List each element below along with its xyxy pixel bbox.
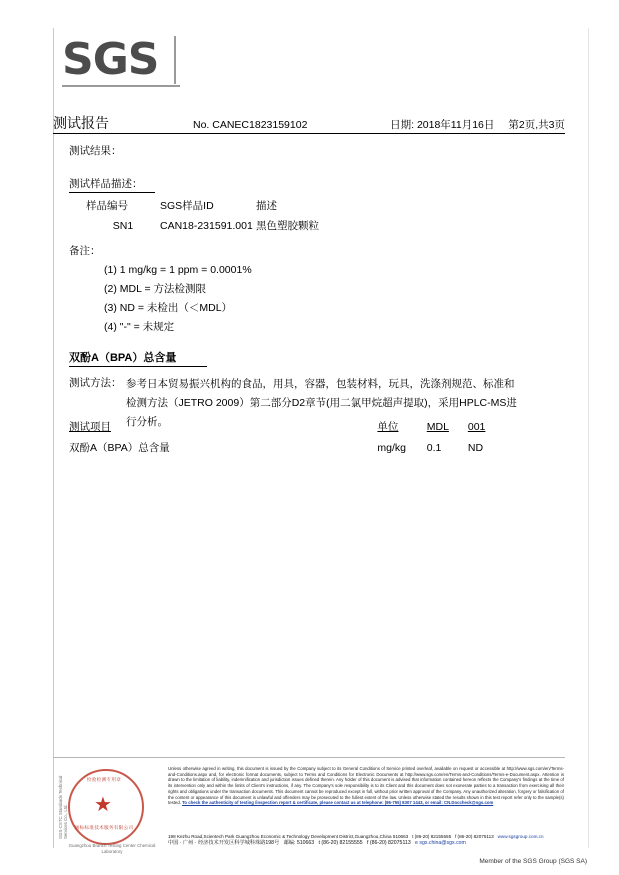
column-header-test-item: 测试项目 [69, 421, 111, 433]
column-header-sample-no: 样品编号 [86, 200, 128, 212]
cell-description: 黑色塑胶颗粒 [256, 220, 319, 232]
method-label: 测试方法： [69, 377, 122, 389]
cell-result: ND [467, 441, 484, 454]
page-indicator: 第2页,共3页 [508, 119, 565, 131]
sample-description-label: 测试样品描述： [69, 178, 143, 190]
column-header-sgs-id: SGS样品ID [160, 200, 214, 212]
list-item: (4) "-" = 未规定 [104, 321, 175, 333]
sgs-logo [62, 34, 182, 87]
table-row [86, 217, 396, 233]
table-row [69, 437, 509, 455]
contact-block [168, 833, 564, 847]
cell-test-item: 双酚A（BPA）总含量 [69, 442, 170, 454]
list-item: (3) ND = 未检出（＜MDL） [104, 302, 233, 314]
address-en: 198 Kezhu Road,Scientech Park Guangzhou Economic & Technology Development District,Guangzhou,China 510663 [168, 834, 409, 839]
report-date: 日期: 2018年11月16日 [390, 119, 495, 131]
zip-cn: 邮编: 510663 [283, 840, 315, 846]
sample-description-underline [69, 192, 155, 193]
column-header-description: 描述 [256, 200, 277, 212]
cell-unit: mg/kg [377, 441, 406, 454]
star-icon: ★ [94, 794, 112, 816]
list-item: (1) 1 mg/kg = 1 ppm = 0.0001% [104, 264, 252, 276]
fax-en: f (86-20) 82075113 [454, 834, 494, 839]
member-note: Member of the SGS Group (SGS SA) [479, 858, 587, 865]
report-number: No. CANEC1823159102 [193, 119, 308, 131]
sample-description-table [86, 198, 396, 233]
cell-sgs-id: CAN18-231591.001 [160, 219, 253, 232]
header-divider [53, 133, 565, 134]
cell-sample-no: SN1 [112, 219, 134, 232]
contact-line-en [168, 833, 564, 840]
legal-doccheck-note[interactable]: To check the authenticity of testing /inspection report & certificate, please contact us at telephone: (86-755) 8307 1443, or email: CN.Doccheck@sgs.com [182, 800, 494, 806]
stamp-arc-top-text: 检验检测专用章 [86, 777, 122, 782]
website-en[interactable]: www.sgsgroup.com.cn [497, 834, 544, 839]
footer-divider [53, 757, 565, 758]
legal-terms [168, 766, 564, 806]
company-stamp [58, 767, 164, 854]
table-header-row [86, 198, 396, 217]
column-header-sample-001: 001 [467, 420, 486, 433]
sgs-logo-divider [174, 36, 176, 84]
stamp-arc-bottom-text: 通标标准技术服务有限公司 [74, 825, 134, 830]
cell-mdl: 0.1 [426, 441, 442, 454]
bpa-section-underline [69, 366, 207, 367]
column-header-unit: 单位 [377, 421, 399, 433]
bpa-result-table [69, 419, 509, 455]
remarks-label: 备注： [69, 245, 101, 257]
legal-body: Unless otherwise agreed in writing, this document is issued by the Company subject to its General Conditions of Service printed overleaf, available on request or accessible at http://www.sgs.com/en/Terms-and-Conditions.aspx and, for electronic format documents, subject to Terms and Conditions for Electronic Documents at http://www.sgs.com/en/Terms-and-Conditions/Terms-e-Document.aspx. Attention is drawn to the limitation of liability, indemnification and jurisdiction issues defined therein. Any holder of this document is advised that information contained hereon reflects the Company's findings at the time of its intervention only and within the limits of Client's instructions, if any. The Company's sole responsibility is to its Client and this document does not exonerate parties to a transaction from exercising all their rights and obligations under the transaction documents. This document cannot be reproduced except in full, without prior written approval of the Company. Any unauthorized alteration, forgery or falsification of the content or appearance of this document is unlawful and offenders may be prosecuted to the fullest extent of the law. Unless otherwise stated the results shown in this test report refer only to the sample(s) tested. [168, 766, 564, 806]
report-header [53, 113, 565, 133]
address-cn: 中国 · 广州 · 经济技术开发区科学城科珠路198号 [168, 840, 280, 846]
method-text: 参考日本贸易振兴机构的食品，用具，容器，包装材料，玩具，洗涤剂规范、标准和检测方法（JETRO 2009）第二部分D2章节(用二氯甲烷超声提取)，采用HPLC-MS进行分析。 [126, 378, 517, 428]
fax-cn: f (86-20) 82075113 [366, 840, 411, 846]
sgs-logo-text: SGS [62, 34, 159, 85]
sgs-logo-underline [62, 85, 180, 87]
stamp-caption: Guangzhou Branch Testing Center Chemical Laboratory [68, 843, 156, 854]
results-label: 测试结果： [69, 145, 122, 157]
phone-en: t (86-20) 82155555 [412, 834, 452, 839]
email-cn[interactable]: e sgs.china@sgs.com [415, 840, 466, 846]
page-title: 测试报告 [53, 115, 109, 131]
right-margin-rule [588, 28, 589, 848]
phone-cn: t (86-20) 82155555 [318, 840, 363, 846]
left-margin-rule [53, 28, 54, 848]
contact-line-cn [168, 840, 564, 847]
list-item: (2) MDL = 方法检测限 [104, 283, 206, 295]
remarks-list [104, 261, 252, 337]
bpa-section-title: 双酚A（BPA）总含量 [69, 352, 177, 364]
column-header-mdl: MDL [426, 420, 449, 433]
table-header-row [69, 419, 509, 437]
stamp-side-note: SGS-CSTC Standards Technical Services Co., Ltd. [58, 775, 68, 839]
